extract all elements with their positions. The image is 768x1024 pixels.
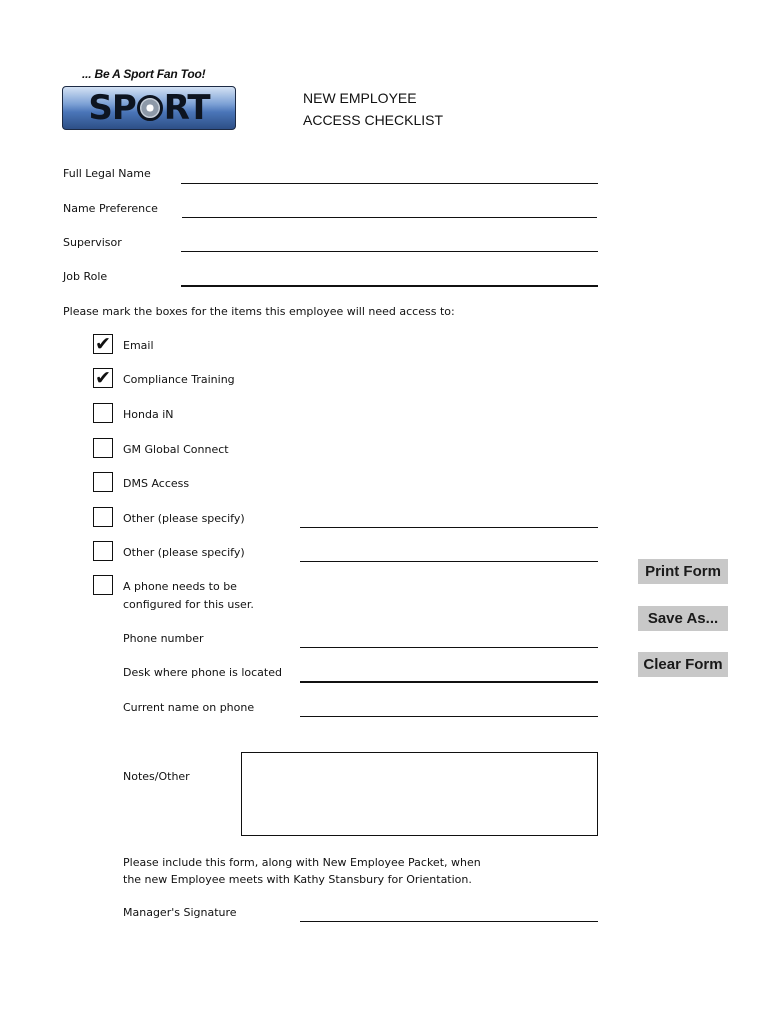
- print-form-button[interactable]: Print Form: [638, 559, 728, 584]
- desk-location-label: Desk where phone is located: [123, 666, 282, 679]
- form-title-line2: ACCESS CHECKLIST: [303, 112, 444, 128]
- supervisor-label: Supervisor: [63, 236, 122, 249]
- other-2-label: Other (please specify): [123, 546, 245, 559]
- email-checkbox[interactable]: [93, 334, 113, 354]
- manager-signature-label: Manager's Signature: [123, 906, 237, 919]
- checkmark-icon: ✔: [95, 366, 111, 389]
- phone-label-line1: A phone needs to be: [123, 580, 237, 593]
- dms-access-label: DMS Access: [123, 477, 190, 490]
- job-role-field[interactable]: [181, 285, 598, 287]
- other-1-label: Other (please specify): [123, 512, 245, 525]
- phone-checkbox[interactable]: [93, 575, 113, 595]
- dms-access-checkbox[interactable]: [93, 472, 113, 492]
- other-2-checkbox[interactable]: [93, 541, 113, 561]
- other-2-field[interactable]: [300, 561, 598, 562]
- other-1-checkbox[interactable]: [93, 507, 113, 527]
- gm-global-connect-checkbox[interactable]: [93, 438, 113, 458]
- current-phone-name-field[interactable]: [300, 716, 598, 717]
- logo-word-right: RT: [163, 88, 210, 128]
- logo-wordmark: [88, 88, 210, 128]
- name-preference-label: Name Preference: [63, 202, 158, 215]
- phone-label-line2: configured for this user.: [123, 598, 254, 611]
- notes-textarea[interactable]: [241, 752, 598, 836]
- phone-number-label: Phone number: [123, 632, 204, 645]
- full-legal-name-label: Full Legal Name: [63, 167, 151, 180]
- email-label: Email: [123, 339, 154, 352]
- gm-global-connect-label: GM Global Connect: [123, 443, 229, 456]
- notes-label: Notes/Other: [123, 770, 190, 783]
- desk-location-field[interactable]: [300, 681, 598, 683]
- job-role-label: Job Role: [63, 270, 108, 283]
- supervisor-field[interactable]: [181, 251, 598, 252]
- full-legal-name-field[interactable]: [181, 183, 598, 184]
- other-1-field[interactable]: [300, 527, 598, 528]
- current-phone-name-label: Current name on phone: [123, 701, 255, 714]
- honda-in-label: Honda iN: [123, 408, 174, 421]
- honda-in-checkbox[interactable]: [93, 403, 113, 423]
- logo-word-left: SP: [88, 88, 136, 128]
- save-as-button[interactable]: Save As...: [638, 606, 728, 631]
- phone-number-field[interactable]: [300, 647, 598, 648]
- checkmark-icon: ✔: [95, 332, 111, 355]
- compliance-training-checkbox[interactable]: [93, 368, 113, 388]
- compliance-training-label: Compliance Training: [123, 373, 235, 386]
- logo-tagline: ... Be A Sport Fan Too!: [82, 67, 206, 81]
- form-title-line1: NEW EMPLOYEE: [303, 90, 417, 106]
- sport-logo: [62, 86, 236, 130]
- clear-form-button[interactable]: Clear Form: [638, 652, 728, 677]
- name-preference-field[interactable]: [182, 217, 597, 218]
- access-instruction: Please mark the boxes for the items this employee will need access to:: [63, 305, 455, 318]
- manager-signature-field[interactable]: [300, 921, 598, 922]
- footer-instruction-line2: the new Employee meets with Kathy Stansbury for Orientation.: [123, 873, 472, 886]
- tire-wheel-icon: [137, 95, 163, 121]
- footer-instruction-line1: Please include this form, along with New Employee Packet, when: [123, 856, 481, 869]
